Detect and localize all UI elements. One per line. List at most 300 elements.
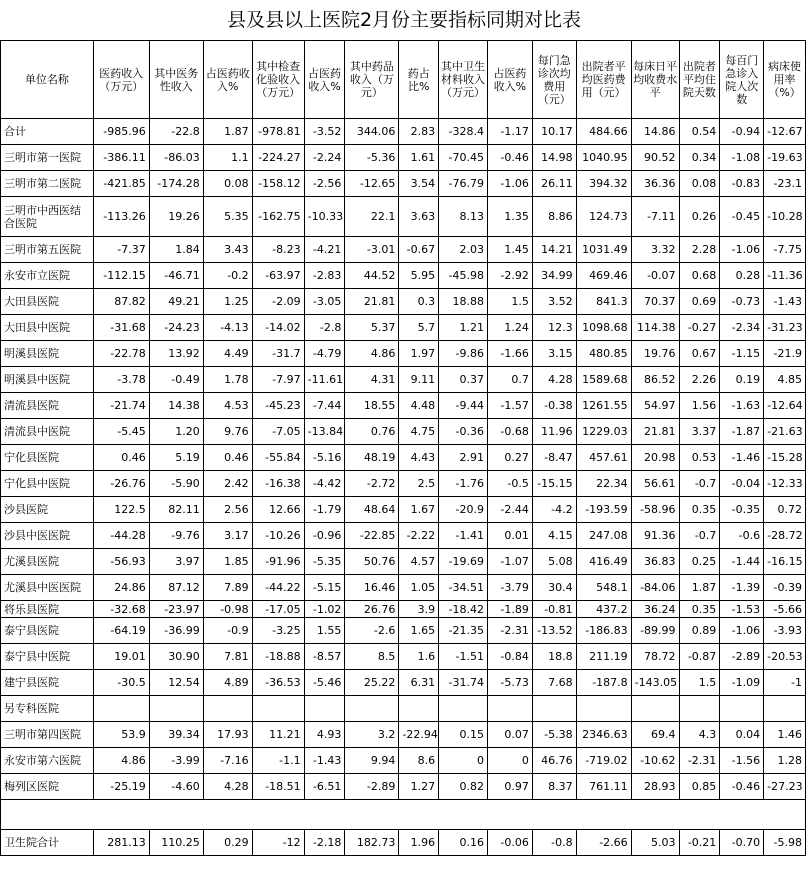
value-cell: -0.84 (488, 644, 533, 670)
value-cell: -1.43 (304, 748, 345, 774)
value-cell (439, 696, 488, 722)
value-cell: -22.8 (149, 119, 203, 145)
unit-name-cell: 明溪县中医院 (1, 367, 94, 393)
value-cell: -86.03 (149, 145, 203, 171)
value-cell: -4.42 (304, 471, 345, 497)
value-cell: -1.43 (764, 289, 806, 315)
value-cell: 19.26 (149, 197, 203, 237)
value-cell: -3.79 (488, 575, 533, 601)
value-cell: 0.76 (345, 419, 399, 445)
value-cell: -27.23 (764, 774, 806, 800)
value-cell: -20.9 (439, 497, 488, 523)
value-cell: 19.01 (93, 644, 149, 670)
value-cell: 0.15 (439, 722, 488, 748)
value-cell: -1.79 (304, 497, 345, 523)
value-cell: 344.06 (345, 119, 399, 145)
value-cell: -6.51 (304, 774, 345, 800)
value-cell: -1.15 (720, 341, 764, 367)
value-cell: 4.85 (764, 367, 806, 393)
column-header: 单位名称 (1, 41, 94, 119)
value-cell: 0.46 (93, 445, 149, 471)
value-cell: 56.61 (631, 471, 679, 497)
value-cell: 1031.49 (576, 237, 631, 263)
value-cell: 1.27 (399, 774, 439, 800)
value-cell: -0.94 (720, 119, 764, 145)
column-header: 医药收入（万元） (93, 41, 149, 119)
value-cell: 0.19 (720, 367, 764, 393)
value-cell: 8.6 (399, 748, 439, 774)
value-cell: -13.52 (532, 618, 576, 644)
value-cell: 90.52 (631, 145, 679, 171)
table-row (1, 618, 806, 644)
column-header: 其中检查化验收入（万元） (252, 41, 304, 119)
value-cell: -10.28 (764, 197, 806, 237)
value-cell: 2.56 (203, 497, 252, 523)
value-cell: 44.52 (345, 263, 399, 289)
value-cell: 0.54 (679, 119, 720, 145)
value-cell (576, 696, 631, 722)
value-cell: 1.85 (203, 549, 252, 575)
value-cell: 4.28 (203, 774, 252, 800)
value-cell: 4.53 (203, 393, 252, 419)
value-cell: -11.61 (304, 367, 345, 393)
value-cell: 1.65 (399, 618, 439, 644)
value-cell: -7.16 (203, 748, 252, 774)
value-cell: -0.36 (439, 419, 488, 445)
value-cell: 1.56 (679, 393, 720, 419)
value-cell: 0.25 (679, 549, 720, 575)
value-cell (764, 696, 806, 722)
value-cell: -18.42 (439, 601, 488, 618)
value-cell: -0.9 (203, 618, 252, 644)
value-cell: -0.21 (679, 830, 720, 856)
value-cell: 9.76 (203, 419, 252, 445)
value-cell: 1.87 (203, 119, 252, 145)
value-cell: 14.86 (631, 119, 679, 145)
value-cell: -2.66 (576, 830, 631, 856)
value-cell: -1.06 (720, 618, 764, 644)
value-cell: 394.32 (576, 171, 631, 197)
value-cell: 0.34 (679, 145, 720, 171)
value-cell: 0.35 (679, 497, 720, 523)
value-cell: -1.66 (488, 341, 533, 367)
value-cell: -0.7 (679, 523, 720, 549)
value-cell: 281.13 (93, 830, 149, 856)
value-cell: 416.49 (576, 549, 631, 575)
table-row (1, 497, 806, 523)
unit-name-cell: 泰宁县医院 (1, 618, 94, 644)
value-cell: -36.53 (252, 670, 304, 696)
value-cell: -16.38 (252, 471, 304, 497)
value-cell: 48.64 (345, 497, 399, 523)
value-cell: -3.05 (304, 289, 345, 315)
value-cell: 24.86 (93, 575, 149, 601)
value-cell: -5.15 (304, 575, 345, 601)
value-cell: 5.35 (203, 197, 252, 237)
value-cell: 20.98 (631, 445, 679, 471)
value-cell: 26.11 (532, 171, 576, 197)
value-cell: 548.1 (576, 575, 631, 601)
value-cell: -1 (764, 670, 806, 696)
value-cell: -32.68 (93, 601, 149, 618)
value-cell: -1.09 (720, 670, 764, 696)
value-cell: 1.5 (679, 670, 720, 696)
value-cell (488, 696, 533, 722)
value-cell: 2.91 (439, 445, 488, 471)
table-title: 县及县以上医院2月份主要指标同期对比表 (226, 9, 582, 31)
value-cell: -89.99 (631, 618, 679, 644)
value-cell: -12.33 (764, 471, 806, 497)
value-cell: 1.21 (439, 315, 488, 341)
value-cell: 5.95 (399, 263, 439, 289)
value-cell (679, 696, 720, 722)
unit-name-cell: 另专科医院 (1, 696, 94, 722)
value-cell: 1261.55 (576, 393, 631, 419)
value-cell: -2.6 (345, 618, 399, 644)
value-cell: -46.71 (149, 263, 203, 289)
value-cell: 0.97 (488, 774, 533, 800)
value-cell: -9.76 (149, 523, 203, 549)
value-cell: 70.37 (631, 289, 679, 315)
value-cell: 0.01 (488, 523, 533, 549)
value-cell (304, 696, 345, 722)
value-cell: 12.66 (252, 497, 304, 523)
value-cell: 841.3 (576, 289, 631, 315)
value-cell: -328.4 (439, 119, 488, 145)
value-cell: 12.3 (532, 315, 576, 341)
value-cell: -0.38 (532, 393, 576, 419)
value-cell: -2.31 (488, 618, 533, 644)
value-cell: -63.97 (252, 263, 304, 289)
value-cell: 0.85 (679, 774, 720, 800)
value-cell: -0.98 (203, 601, 252, 618)
value-cell: -186.83 (576, 618, 631, 644)
value-cell (720, 696, 764, 722)
table-row (1, 237, 806, 263)
value-cell: -23.1 (764, 171, 806, 197)
value-cell: -44.28 (93, 523, 149, 549)
value-cell: -8.47 (532, 445, 576, 471)
header-row (1, 41, 806, 119)
column-header: 其中卫生材料收入（万元） (439, 41, 488, 119)
value-cell: -2.92 (488, 263, 533, 289)
value-cell: -14.02 (252, 315, 304, 341)
unit-name-cell: 沙县中医医院 (1, 523, 94, 549)
value-cell: -5.46 (304, 670, 345, 696)
value-cell: -1.51 (439, 644, 488, 670)
value-cell: 1040.95 (576, 145, 631, 171)
value-cell: -112.15 (93, 263, 149, 289)
value-cell: 2346.63 (576, 722, 631, 748)
value-cell: 1.05 (399, 575, 439, 601)
value-cell: -12 (252, 830, 304, 856)
value-cell: -1.87 (720, 419, 764, 445)
value-cell: -386.11 (93, 145, 149, 171)
value-cell: 2.26 (679, 367, 720, 393)
value-cell: 5.7 (399, 315, 439, 341)
value-cell: 50.76 (345, 549, 399, 575)
value-cell: -10.26 (252, 523, 304, 549)
value-cell: -174.28 (149, 171, 203, 197)
column-header: 占医药收入% (304, 41, 345, 119)
table-row (1, 315, 806, 341)
value-cell: 87.82 (93, 289, 149, 315)
table-row (1, 145, 806, 171)
value-cell: 110.25 (149, 830, 203, 856)
value-cell: -143.05 (631, 670, 679, 696)
value-cell: 0.37 (439, 367, 488, 393)
value-cell: 247.08 (576, 523, 631, 549)
value-cell: -17.05 (252, 601, 304, 618)
value-cell: -1.17 (488, 119, 533, 145)
table-row (1, 722, 806, 748)
value-cell: -2.34 (720, 315, 764, 341)
value-cell: -0.2 (203, 263, 252, 289)
value-cell: 53.9 (93, 722, 149, 748)
value-cell: -1.08 (720, 145, 764, 171)
value-cell: -7.44 (304, 393, 345, 419)
value-cell: -0.39 (764, 575, 806, 601)
value-cell: -45.98 (439, 263, 488, 289)
unit-name-cell: 梅列区医院 (1, 774, 94, 800)
value-cell: 78.72 (631, 644, 679, 670)
value-cell: 1.96 (399, 830, 439, 856)
value-cell: -2.89 (720, 644, 764, 670)
value-cell: 437.2 (576, 601, 631, 618)
value-cell: -1.63 (720, 393, 764, 419)
unit-name-cell: 泰宁县中医院 (1, 644, 94, 670)
value-cell: 3.17 (203, 523, 252, 549)
value-cell: 25.22 (345, 670, 399, 696)
value-cell: 14.38 (149, 393, 203, 419)
value-cell: -20.53 (764, 644, 806, 670)
value-cell: -224.27 (252, 145, 304, 171)
value-cell: 34.99 (532, 263, 576, 289)
value-cell: -1.41 (439, 523, 488, 549)
value-cell: -23.97 (149, 601, 203, 618)
value-cell: 1098.68 (576, 315, 631, 341)
value-cell: 1.78 (203, 367, 252, 393)
value-cell: 3.15 (532, 341, 576, 367)
value-cell: -34.51 (439, 575, 488, 601)
value-cell: 0.82 (439, 774, 488, 800)
value-cell: -187.8 (576, 670, 631, 696)
value-cell: -5.36 (345, 145, 399, 171)
value-cell: -0.7 (679, 471, 720, 497)
value-cell: 114.38 (631, 315, 679, 341)
value-cell: 26.76 (345, 601, 399, 618)
value-cell: 36.83 (631, 549, 679, 575)
column-header: 占医药收入% (203, 41, 252, 119)
unit-name-cell: 三明市中西医结合医院 (1, 197, 94, 237)
value-cell: 9.94 (345, 748, 399, 774)
unit-name-cell: 宁化县中医院 (1, 471, 94, 497)
value-cell: 0.89 (679, 618, 720, 644)
value-cell: 12.54 (149, 670, 203, 696)
value-cell: 3.9 (399, 601, 439, 618)
value-cell: 36.24 (631, 601, 679, 618)
value-cell: 7.89 (203, 575, 252, 601)
unit-name-cell: 永安市立医院 (1, 263, 94, 289)
value-cell: 6.31 (399, 670, 439, 696)
value-cell: 469.46 (576, 263, 631, 289)
table-row (1, 341, 806, 367)
value-cell: 1.28 (764, 748, 806, 774)
table-row (1, 419, 806, 445)
value-cell: -5.90 (149, 471, 203, 497)
total-row (1, 830, 806, 856)
value-cell: 484.66 (576, 119, 631, 145)
column-header: 每门急诊次均费用（元） (532, 41, 576, 119)
column-header: 占医药收入% (488, 41, 533, 119)
value-cell: -31.7 (252, 341, 304, 367)
value-cell: -7.05 (252, 419, 304, 445)
table-row (1, 263, 806, 289)
value-cell: 21.81 (631, 419, 679, 445)
value-cell: -9.86 (439, 341, 488, 367)
value-cell: -7.75 (764, 237, 806, 263)
value-cell: 5.37 (345, 315, 399, 341)
value-cell: -0.87 (679, 644, 720, 670)
value-cell: 54.97 (631, 393, 679, 419)
value-cell: 2.42 (203, 471, 252, 497)
value-cell: 4.15 (532, 523, 576, 549)
value-cell: -0.27 (679, 315, 720, 341)
value-cell: 2.03 (439, 237, 488, 263)
table-row (1, 289, 806, 315)
value-cell: -3.93 (764, 618, 806, 644)
value-cell: 1589.68 (576, 367, 631, 393)
value-cell: -3.78 (93, 367, 149, 393)
value-cell: 1.84 (149, 237, 203, 263)
value-cell: -2.8 (304, 315, 345, 341)
table-row (1, 696, 806, 722)
value-cell: -158.12 (252, 171, 304, 197)
value-cell: 0.3 (399, 289, 439, 315)
value-cell: -0.81 (532, 601, 576, 618)
table-row (1, 549, 806, 575)
unit-name-cell: 明溪县医院 (1, 341, 94, 367)
value-cell: -5.98 (764, 830, 806, 856)
value-cell: 0.27 (488, 445, 533, 471)
value-cell: -0.70 (720, 830, 764, 856)
value-cell: 3.37 (679, 419, 720, 445)
value-cell: -2.09 (252, 289, 304, 315)
value-cell: -978.81 (252, 119, 304, 145)
value-cell: -10.33 (304, 197, 345, 237)
value-cell: -1.46 (720, 445, 764, 471)
value-cell: -421.85 (93, 171, 149, 197)
value-cell: 3.2 (345, 722, 399, 748)
value-cell: -4.2 (532, 497, 576, 523)
unit-name-cell: 大田县医院 (1, 289, 94, 315)
value-cell: -0.49 (149, 367, 203, 393)
value-cell: 48.19 (345, 445, 399, 471)
value-cell: -985.96 (93, 119, 149, 145)
value-cell: -13.84 (304, 419, 345, 445)
value-cell: 14.21 (532, 237, 576, 263)
table-row (1, 197, 806, 237)
value-cell: -12.67 (764, 119, 806, 145)
value-cell: -25.19 (93, 774, 149, 800)
value-cell: 4.57 (399, 549, 439, 575)
value-cell: 0.67 (679, 341, 720, 367)
value-cell: 122.5 (93, 497, 149, 523)
value-cell: 0.7 (488, 367, 533, 393)
value-cell: 5.19 (149, 445, 203, 471)
value-cell: 9.11 (399, 367, 439, 393)
value-cell: -1.44 (720, 549, 764, 575)
value-cell: 21.81 (345, 289, 399, 315)
value-cell: 69.4 (631, 722, 679, 748)
value-cell: -2.18 (304, 830, 345, 856)
value-cell: 0.72 (764, 497, 806, 523)
value-cell: -18.51 (252, 774, 304, 800)
value-cell (149, 696, 203, 722)
value-cell: -2.72 (345, 471, 399, 497)
unit-name-cell: 清流县医院 (1, 393, 94, 419)
value-cell: -0.8 (532, 830, 576, 856)
value-cell: 87.12 (149, 575, 203, 601)
value-cell: -2.31 (679, 748, 720, 774)
value-cell: 11.21 (252, 722, 304, 748)
value-cell: 1.5 (488, 289, 533, 315)
value-cell: -31.68 (93, 315, 149, 341)
table-row (1, 670, 806, 696)
value-cell: -5.66 (764, 601, 806, 618)
value-cell: -162.75 (252, 197, 304, 237)
unit-name-cell: 大田县中医院 (1, 315, 94, 341)
value-cell: -0.83 (720, 171, 764, 197)
value-cell: 91.36 (631, 523, 679, 549)
value-cell: -10.62 (631, 748, 679, 774)
value-cell: -113.26 (93, 197, 149, 237)
value-cell (399, 696, 439, 722)
value-cell: 4.49 (203, 341, 252, 367)
value-cell: -19.63 (764, 145, 806, 171)
value-cell: -8.57 (304, 644, 345, 670)
value-cell: 1.46 (764, 722, 806, 748)
value-cell: 1.97 (399, 341, 439, 367)
unit-name-cell: 宁化县医院 (1, 445, 94, 471)
table-row (1, 171, 806, 197)
value-cell: 18.88 (439, 289, 488, 315)
value-cell: 1.6 (399, 644, 439, 670)
value-cell: -76.79 (439, 171, 488, 197)
value-cell: -4.60 (149, 774, 203, 800)
value-cell: -0.35 (720, 497, 764, 523)
value-cell: 30.90 (149, 644, 203, 670)
value-cell: 28.93 (631, 774, 679, 800)
value-cell: -30.5 (93, 670, 149, 696)
value-cell: 0.35 (679, 601, 720, 618)
value-cell: -4.21 (304, 237, 345, 263)
value-cell: -0.06 (488, 830, 533, 856)
value-cell: 1.35 (488, 197, 533, 237)
value-cell: 17.93 (203, 722, 252, 748)
value-cell: -31.23 (764, 315, 806, 341)
value-cell: 0.08 (679, 171, 720, 197)
value-cell: -21.74 (93, 393, 149, 419)
column-header: 其中医务性收入 (149, 41, 203, 119)
value-cell: 4.86 (93, 748, 149, 774)
value-cell: -0.04 (720, 471, 764, 497)
value-cell: 0.28 (720, 263, 764, 289)
table-row (1, 367, 806, 393)
value-cell: -3.52 (304, 119, 345, 145)
value-cell: -0.6 (720, 523, 764, 549)
unit-name-cell: 三明市第五医院 (1, 237, 94, 263)
